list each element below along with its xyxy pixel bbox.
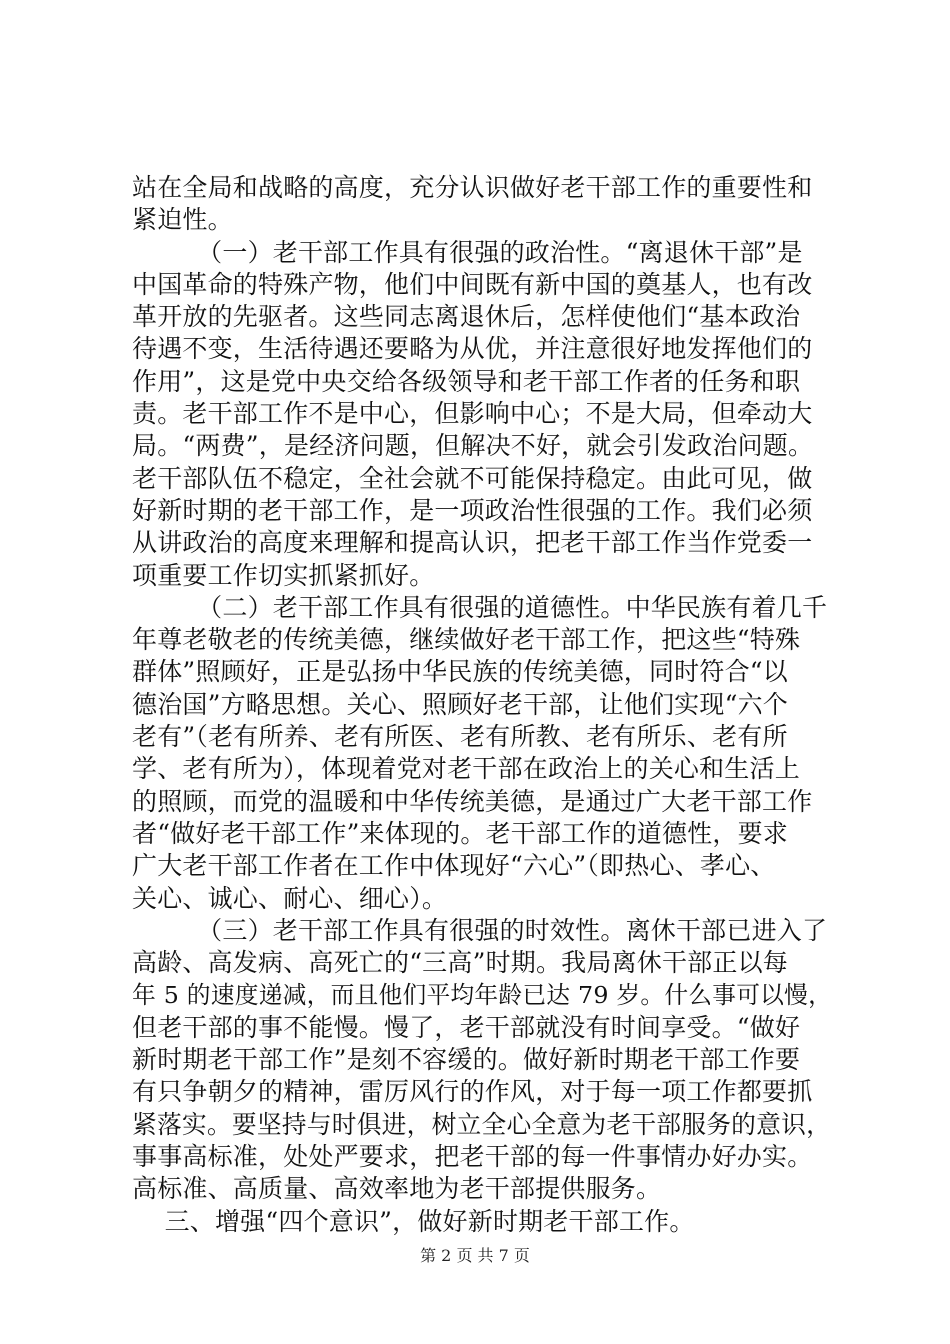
text-line: （一）老干部工作具有很强的政治性。“离退休干部”是 [132,237,803,267]
text-line: 项重要工作切实抓紧抓好。 [132,560,435,590]
text-line: 年尊老敬老的传统美德，继续做好老干部工作，把这些“特殊 [132,625,801,655]
text-line: 群体”照顾好，正是弘扬中华民族的传统美德，同时符合“以 [132,657,788,687]
text-line: （三）老干部工作具有很强的时效性。离休干部已进入了 [132,915,828,945]
text-line: 待遇不变，生活待遇还要略为从优，并注意很好地发挥他们的 [132,334,813,364]
text-line: 局。“两费”，是经济问题，但解决不好，就会引发政治问题。 [132,431,814,461]
text-line: （二）老干部工作具有很强的道德性。中华民族有着几千 [132,592,828,622]
page-number: 第 2 页 共 7 页 [420,1246,530,1265]
text-line: 新时期老干部工作”是刻不容缓的。做好新时期老干部工作要 [132,1045,801,1075]
text-line: 年 5 的速度递减，而且他们平均年龄已达 79 岁。什么事可以慢， [132,981,833,1010]
text-line: 紧落实。要坚持与时俱进，树立全心全意为老干部服务的意识， [132,1109,832,1139]
text-line: 站在全局和战略的高度，充分认识做好老干部工作的重要性和 [132,173,813,202]
text-line: 但老干部的事不能慢。慢了，老干部就没有时间享受。“做好 [132,1012,801,1042]
text-line: 革开放的先驱者。这些同志离退休后，怎样使他们“基本政治 [132,302,801,332]
text-line: 作用”，这是党中央交给各级领导和老干部工作者的任务和职 [132,366,801,396]
text-line: 有只争朝夕的精神，雷厉风行的作风，对于每一项工作都要抓 [132,1077,813,1107]
text-line: 三、增强“四个意识”，做好新时期老干部工作。 [132,1206,695,1236]
document-body [132,172,832,1238]
text-line: 老有”（老有所养、老有所医、老有所教、老有所乐、老有所 [132,722,788,752]
text-line: 广大老干部工作者在工作中体现好“六心”（即热心、孝心、 [132,851,776,881]
text-line: 德治国”方略思想。关心、照顾好老干部，让他们实现“六个 [132,689,788,719]
text-line: 中国革命的特殊产物，他们中间既有新中国的奠基人，也有改 [132,269,813,299]
text-line: 学、老有所为），体现着党对老干部在政治上的关心和生活上 [132,754,800,784]
text-line: 高龄、高发病、高死亡的“三高”时期。我局离休干部正以每 [132,948,788,978]
text-line: 老干部队伍不稳定，全社会就不可能保持稳定。由此可见，做 [132,463,813,493]
text-line: 事事高标准，处处严要求，把老干部的每一件事情办好办实。 [132,1141,813,1171]
text-line: 高标准、高质量、高效率地为老干部提供服务。 [132,1174,662,1204]
text-line: 关心、诚心、耐心、细心）。 [132,883,448,913]
text-line: 好新时期的老干部工作，是一项政治性很强的工作。我们必须 [132,495,813,525]
text-line: 从讲政治的高度来理解和提高认识，把老干部工作当作党委一 [132,528,813,558]
text-line: 紧迫性。 [132,205,233,235]
text-line: 者“做好老干部工作”来体现的。老干部工作的道德性，要求 [132,818,788,848]
text-line: 的照顾，而党的温暖和中华传统美德，是通过广大老干部工作 [132,786,813,816]
text-line: 责。老干部工作不是中心，但影响中心；不是大局，但牵动大 [132,399,813,429]
